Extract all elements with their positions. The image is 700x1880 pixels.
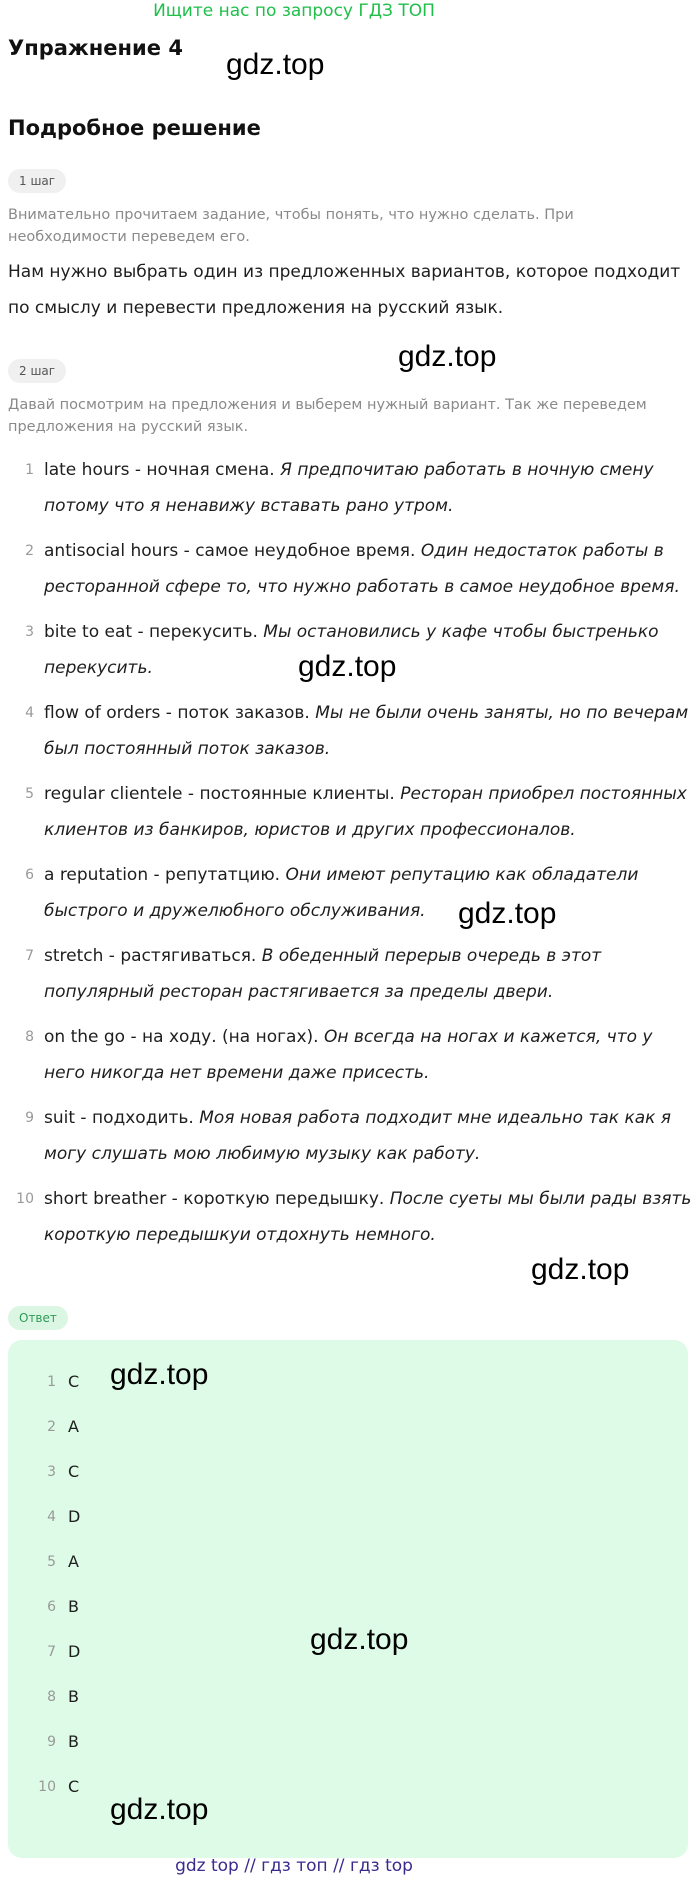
answer-item xyxy=(8,1460,208,1505)
list-item xyxy=(0,1019,700,1100)
list-item xyxy=(0,1100,700,1181)
watermark: gdz.top xyxy=(298,650,397,683)
item-number: 1 xyxy=(25,462,34,478)
step-1-chip: 1 шаг xyxy=(8,169,66,193)
item-text xyxy=(44,695,692,767)
answer-value: A xyxy=(68,1552,79,1571)
footer-links xyxy=(0,1855,588,1877)
item-text xyxy=(44,1100,692,1172)
item-translation: Ресторан приобрел постоянных клиентов из банкиров, юристов и других профессионалов. xyxy=(44,784,687,840)
answer-value: B xyxy=(68,1687,79,1706)
step-1-hint: Внимательно прочитаем задание, чтобы понять, что нужно сделать. При необходимости переведем его. xyxy=(8,207,574,245)
item-text xyxy=(44,1019,692,1091)
watermark: gdz.top xyxy=(531,1253,630,1286)
item-text xyxy=(44,776,692,848)
answer-value: D xyxy=(68,1642,81,1661)
answer-number: 3 xyxy=(47,1464,56,1480)
watermark: gdz.top xyxy=(226,48,325,81)
watermark: gdz.top xyxy=(398,340,497,373)
answer-item xyxy=(8,1685,208,1730)
answer-number: 6 xyxy=(47,1599,56,1615)
answer-number: 9 xyxy=(47,1734,56,1750)
item-translation: В обеденный перерыв очередь в этот популярный ресторан растягивается за пределы двери. xyxy=(44,946,602,1002)
answer-number: 10 xyxy=(38,1779,56,1795)
list-item xyxy=(0,776,700,857)
watermark: gdz.top xyxy=(110,1793,209,1826)
item-translation: Моя новая работа подходит мне идеально так как я могу слушать мою любимую музыку как работу. xyxy=(44,1108,672,1164)
exercise-title: Упражнение 4 xyxy=(8,36,183,60)
item-text xyxy=(44,938,692,1010)
item-phrase: regular clientele - постоянные клиенты. xyxy=(44,784,395,804)
list-item xyxy=(0,533,700,614)
answer-chip: Ответ xyxy=(8,1306,68,1330)
watermark: gdz.top xyxy=(310,1623,409,1656)
item-phrase: flow of orders - поток заказов. xyxy=(44,703,310,723)
item-translation: Мы не были очень заняты, но по вечерам был постоянный поток заказов. xyxy=(44,703,689,759)
footer-link[interactable]: gdz top xyxy=(175,1856,239,1876)
item-phrase: a reputation - репутатцию. xyxy=(44,865,281,885)
answer-number: 7 xyxy=(47,1644,56,1660)
item-translation: Мы остановились у кафе чтобы быстренько перекусить. xyxy=(44,622,659,678)
item-number: 8 xyxy=(25,1029,34,1045)
answer-item xyxy=(8,1595,208,1640)
footer-separator: // xyxy=(238,1856,262,1876)
answer-value: C xyxy=(68,1777,80,1796)
answer-number: 2 xyxy=(47,1419,56,1435)
item-number: 2 xyxy=(25,543,34,559)
search-banner: Ищите нас по запросу ГДЗ ТОП xyxy=(153,1,435,21)
answer-value: B xyxy=(68,1732,79,1751)
answer-list xyxy=(8,1370,208,1820)
item-phrase: short breather - короткую передышку. xyxy=(44,1189,385,1209)
watermark: gdz.top xyxy=(110,1358,209,1391)
item-translation: Он всегда на ногах и кажется, что у него никогда нет времени даже присесть. xyxy=(44,1027,653,1083)
item-number: 9 xyxy=(25,1110,34,1126)
footer-link[interactable]: гдз топ xyxy=(261,1856,328,1876)
item-text xyxy=(44,1181,692,1253)
step-1-text: Нам нужно выбрать один из предложенных вариантов, которое подходит по смыслу и перевести предложения на русский язык. xyxy=(8,262,681,318)
answer-item xyxy=(8,1505,208,1550)
answer-value: C xyxy=(68,1462,80,1481)
item-number: 10 xyxy=(16,1191,34,1207)
answer-value: C xyxy=(68,1372,80,1391)
item-text xyxy=(44,533,692,605)
item-phrase: stretch - растягиваться. xyxy=(44,946,257,966)
item-phrase: late hours - ночная смена. xyxy=(44,460,275,480)
item-phrase: bite to eat - перекусить. xyxy=(44,622,258,642)
list-item xyxy=(0,1181,700,1262)
answer-item xyxy=(8,1550,208,1595)
item-phrase: antisocial hours - самое неудобное время. xyxy=(44,541,416,561)
item-phrase: suit - подходить. xyxy=(44,1108,194,1128)
answer-item xyxy=(8,1415,208,1460)
item-number: 4 xyxy=(25,705,34,721)
answer-number: 5 xyxy=(47,1554,56,1570)
list-item xyxy=(0,452,700,533)
answer-value: D xyxy=(68,1507,81,1526)
item-number: 7 xyxy=(25,948,34,964)
solution-list xyxy=(0,452,700,1262)
answer-number: 4 xyxy=(47,1509,56,1525)
answer-number: 8 xyxy=(47,1689,56,1705)
answer-item xyxy=(8,1730,208,1775)
item-text xyxy=(44,452,692,524)
list-item xyxy=(0,938,700,1019)
answer-value: A xyxy=(68,1417,79,1436)
item-number: 5 xyxy=(25,786,34,802)
item-number: 3 xyxy=(25,624,34,640)
section-title: Подробное решение xyxy=(8,116,261,140)
item-translation: Я предпочитаю работать в ночную смену потому что я ненавижу вставать рано утром. xyxy=(44,460,654,516)
footer-link[interactable]: гдз top xyxy=(349,1856,413,1876)
step-2-chip: 2 шаг xyxy=(8,359,66,383)
item-translation: Они имеют репутацию как обладатели быстрого и дружелюбного обслуживания. xyxy=(44,865,639,921)
watermark: gdz.top xyxy=(458,897,557,930)
answer-number: 1 xyxy=(47,1374,56,1390)
answer-item xyxy=(8,1640,208,1685)
list-item xyxy=(0,695,700,776)
item-number: 6 xyxy=(25,867,34,883)
step-2-hint: Давай посмотрим на предложения и выберем нужный вариант. Так же переведем предложения на русский язык. xyxy=(8,397,647,435)
item-translation: После суеты мы были рады взять короткую передышкуи отдохнуть немного. xyxy=(44,1189,692,1245)
answer-box xyxy=(8,1340,688,1858)
item-translation: Один недостаток работы в ресторанной сфере то, что нужно работать в самое неудобное время. xyxy=(44,541,680,597)
item-text xyxy=(44,857,692,929)
list-item xyxy=(0,857,700,938)
footer-separator: // xyxy=(327,1856,350,1876)
answer-value: B xyxy=(68,1597,79,1616)
item-phrase: on the go - на ходу. (на ногах). xyxy=(44,1027,319,1047)
